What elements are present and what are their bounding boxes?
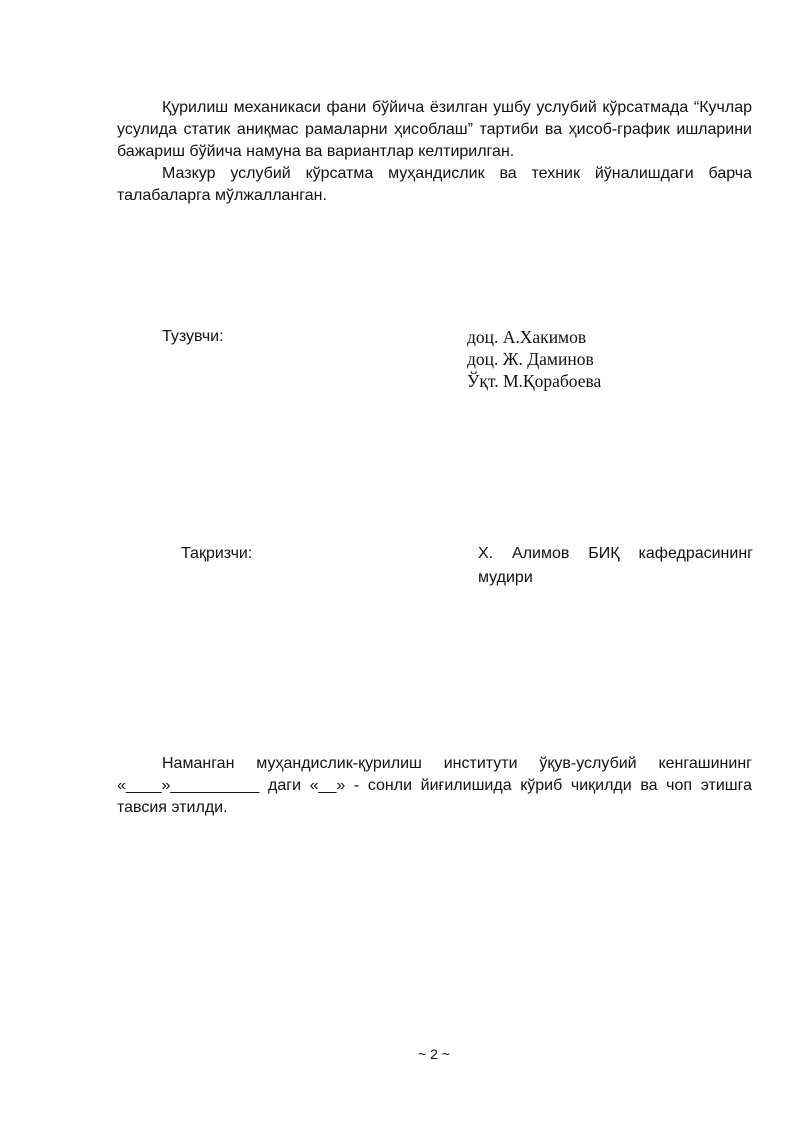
approval-paragraph: Наманган муҳандислик-қурилиш институти ўқув-услубий кенгашининг «____»__________ даги «__» - сонли йиғилишида кўриб чиқилди ва чоп этишга тавсия этилди. <box>117 755 752 816</box>
author-name-3: Ўқт. М.Қорабоева <box>467 371 602 391</box>
authors-label: Тузувчи: <box>162 328 224 345</box>
page-number: ~ 2 ~ <box>418 1046 450 1062</box>
author-name-1: доц. А.Хакимов <box>467 327 587 347</box>
reviewer-label: Тақризчи: <box>181 545 253 562</box>
intro-paragraph-2: Мазкур услубий кўрсатма муҳандислик ва техник йўналишдаги барча талабаларга мўлжалланган. <box>117 165 752 204</box>
intro-paragraph-1: Қурилиш механикаси фани бўйича ёзилган ушбу услубий кўрсатмада “Кучлар усулида статик аниқмас рамаларни ҳисоблаш” тартиби ва ҳисоб-график ишларини бажариш бўйича намуна ва вариантлар келтирилган. <box>117 99 752 160</box>
author-name-2: доц. Ж. Даминов <box>467 349 594 369</box>
reviewer-text: Х. Алимов БИҚ кафедрасининг мудири <box>478 545 753 586</box>
